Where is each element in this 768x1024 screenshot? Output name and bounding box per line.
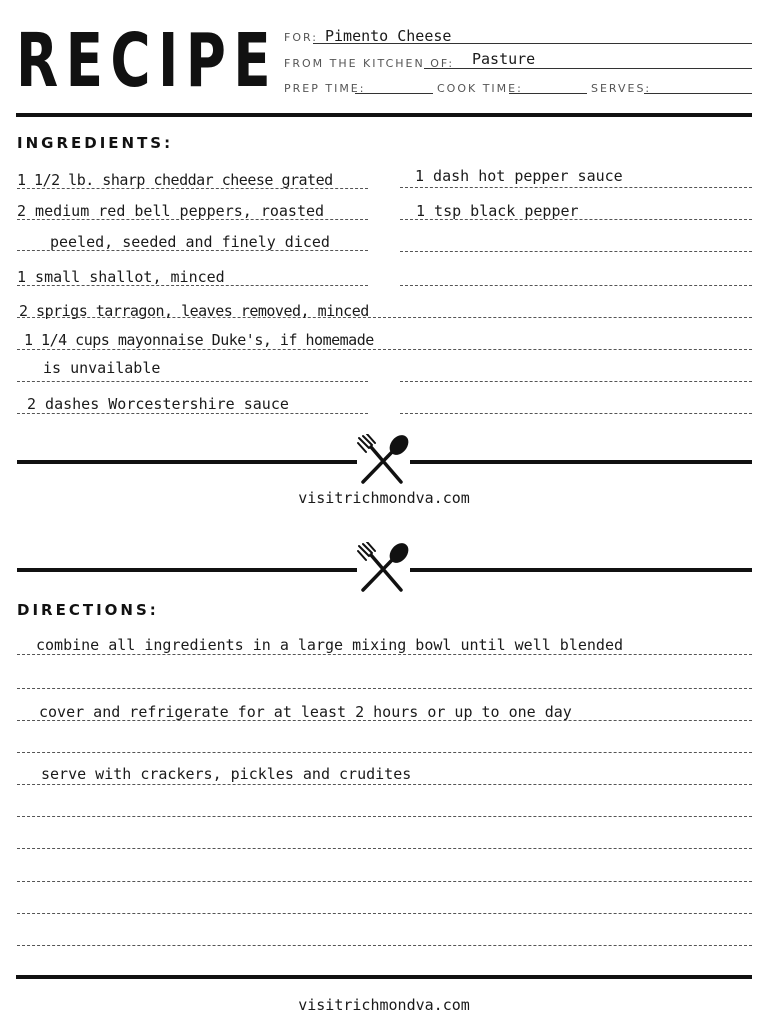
direction-line (17, 654, 752, 655)
ingredient-line (400, 187, 752, 188)
footer-website-text: visitrichmondva.com (298, 996, 470, 1014)
divider-line-left (17, 568, 357, 572)
for-label: FOR: (284, 31, 318, 44)
direction-line (17, 913, 752, 914)
direction-line (17, 784, 752, 785)
cook-time-line (509, 93, 587, 94)
direction-step: serve with crackers, pickles and crudites (41, 765, 412, 783)
divider-line-left (17, 460, 357, 464)
ingredient-item: peeled, seeded and finely diced (50, 233, 330, 251)
ingredient-item: is unvailable (43, 359, 161, 377)
kitchen-line (424, 68, 752, 69)
ingredient-item: 1 small shallot, minced (17, 268, 225, 286)
ingredient-item: 1 1/4 cups mayonnaise Duke's, if homemade (24, 331, 374, 349)
website-text: visitrichmondva.com (298, 489, 470, 507)
ingredient-line (400, 251, 752, 252)
kitchen-label: FROM THE KITCHEN OF: (284, 57, 455, 70)
ingredient-item: 2 dashes Worcestershire sauce (27, 395, 289, 413)
divider-line-right (410, 460, 752, 464)
ingredient-line (400, 285, 752, 286)
ingredient-line (17, 413, 368, 414)
kitchen-value: Pasture (472, 50, 536, 68)
ingredient-item: 2 medium red bell peppers, roasted (17, 202, 325, 220)
ingredient-line (17, 381, 368, 382)
direction-line (17, 848, 752, 849)
ingredient-item: 1 1/2 lb. sharp cheddar cheese grated (17, 171, 333, 189)
direction-line (17, 688, 752, 689)
ingredients-title: INGREDIENTS: (17, 134, 174, 152)
fork-and-spoon-icon (357, 434, 411, 486)
direction-line (17, 752, 752, 753)
cook-time-label: COOK TIME: (437, 82, 523, 95)
ingredient-line (17, 349, 752, 350)
divider-line-right (410, 568, 752, 572)
fork-and-spoon-icon (357, 542, 411, 594)
footer-rule (16, 975, 752, 979)
ingredient-line (400, 413, 752, 414)
prep-time-line (355, 93, 433, 94)
prep-time-label: PREP TIME: (284, 82, 366, 95)
direction-line (17, 945, 752, 946)
serves-label: SERVES: (591, 82, 652, 95)
serves-line (644, 93, 752, 94)
direction-line (17, 816, 752, 817)
directions-title: DIRECTIONS: (17, 601, 159, 619)
direction-step: cover and refrigerate for at least 2 hours or up to one day (39, 703, 572, 721)
ingredient-item: 1 dash hot pepper sauce (415, 167, 623, 185)
direction-step: combine all ingredients in a large mixing bowl until well blended (36, 636, 623, 654)
ingredient-item: 1 tsp black pepper (416, 202, 579, 220)
ingredient-line (400, 381, 752, 382)
for-value: Pimento Cheese (325, 27, 452, 45)
recipe-title: RECIPE (16, 18, 279, 104)
header-rule (16, 113, 752, 117)
direction-line (17, 881, 752, 882)
ingredient-item: 2 sprigs tarragon, leaves removed, minced (19, 302, 369, 320)
